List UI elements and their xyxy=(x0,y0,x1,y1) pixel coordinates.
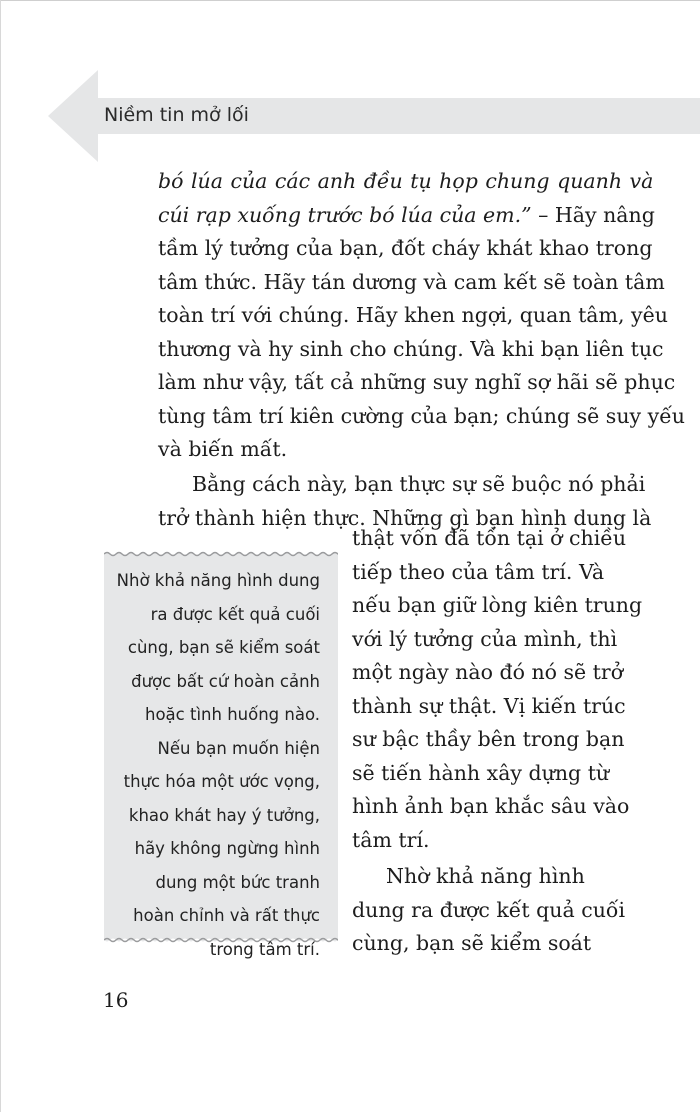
pullquote-top-wave xyxy=(104,553,338,556)
page-number: 16 xyxy=(103,988,129,1012)
text-line: toàn trí với chúng. Hãy khen ngợi, quan tâm, yêu xyxy=(158,303,668,327)
pullquote-line: ra được kết quả cuối xyxy=(150,604,320,624)
text-line: thành sự thật. Vị kiến trúc xyxy=(352,693,626,718)
text-line: tâm trí. xyxy=(352,827,430,852)
pullquote-line: Nếu bạn muốn hiện xyxy=(157,738,320,758)
text-line: tầm lý tưởng của bạn, đốt cháy khát khao trong xyxy=(158,236,653,260)
pullquote-text xyxy=(112,564,320,966)
text-line: làm như vậy, tất cả những suy nghĩ sợ hãi sẽ phục xyxy=(158,370,676,394)
text-fragment: – Hãy nâng xyxy=(531,202,655,227)
text-line: bó lúa của các anh đều tụ họp chung quanh và xyxy=(158,169,654,193)
text-line: sẽ tiến hành xây dựng từ xyxy=(352,760,610,785)
pullquote-line: trong tâm trí. xyxy=(209,939,320,959)
paragraph-continuation xyxy=(158,165,686,467)
pullquote-line: hoặc tình huống nào. xyxy=(145,705,320,724)
text-line: dung ra được kết quả cuối xyxy=(352,897,626,922)
text-line: với lý tưởng của mình, thì xyxy=(352,626,618,651)
text-line: trở thành hiện thực. Những gì bạn hình dung là xyxy=(158,505,652,530)
pullquote-line: hãy không ngừng hình xyxy=(134,839,320,858)
running-title: Niềm tin mở lối xyxy=(104,104,249,126)
text-line: một ngày nào đó nó sẽ trở xyxy=(352,660,624,684)
pullquote-line: cùng, bạn sẽ kiểm soát xyxy=(127,638,320,657)
page-left-edge xyxy=(0,0,1,1112)
text-line: nếu bạn giữ lòng kiên trung xyxy=(352,593,643,617)
pullquote-line: dung một bức tranh xyxy=(155,872,320,892)
pullquote-box xyxy=(104,546,338,959)
pullquote-line: Nhờ khả năng hình dung xyxy=(116,571,320,590)
text-line: hình ảnh bạn khắc sâu vào xyxy=(352,794,630,818)
pullquote-line: khao khát hay ý tưởng, xyxy=(128,805,320,825)
text-line: tâm thức. Hãy tán dương và cam kết sẽ toàn tâm xyxy=(158,269,665,294)
text-line: Nhờ khả năng hình xyxy=(386,864,585,888)
pullquote-line: được bất cứ hoàn cảnh xyxy=(131,671,320,691)
pullquote-line: hoàn chỉnh và rất thực xyxy=(133,906,320,925)
pullquote-line: thực hóa một ước vọng, xyxy=(123,772,320,791)
text-line: tùng tâm trí kiên cường của bạn; chúng sẽ suy yếu xyxy=(158,403,686,428)
text-line: và biến mất. xyxy=(158,437,288,461)
paragraph-three-column xyxy=(352,860,626,961)
text-line: tiếp theo của tâm trí. Và xyxy=(352,559,605,584)
text-line: cùng, bạn sẽ kiểm soát xyxy=(352,931,592,955)
quote-fragment: cúi rạp xuống trước bó lúa của em.” xyxy=(158,202,532,227)
page-top-edge xyxy=(0,0,700,1)
paragraph-two-column xyxy=(352,522,643,857)
text-line xyxy=(158,199,655,233)
text-line: sư bậc thầy bên trong bạn xyxy=(352,727,625,751)
text-line: thật vốn đã tồn tại ở chiều xyxy=(352,526,627,550)
text-line: thương và hy sinh cho chúng. Và khi bạn liên tục xyxy=(158,336,664,361)
text-line: Bằng cách này, bạn thực sự sẽ buộc nó phải xyxy=(192,472,646,496)
